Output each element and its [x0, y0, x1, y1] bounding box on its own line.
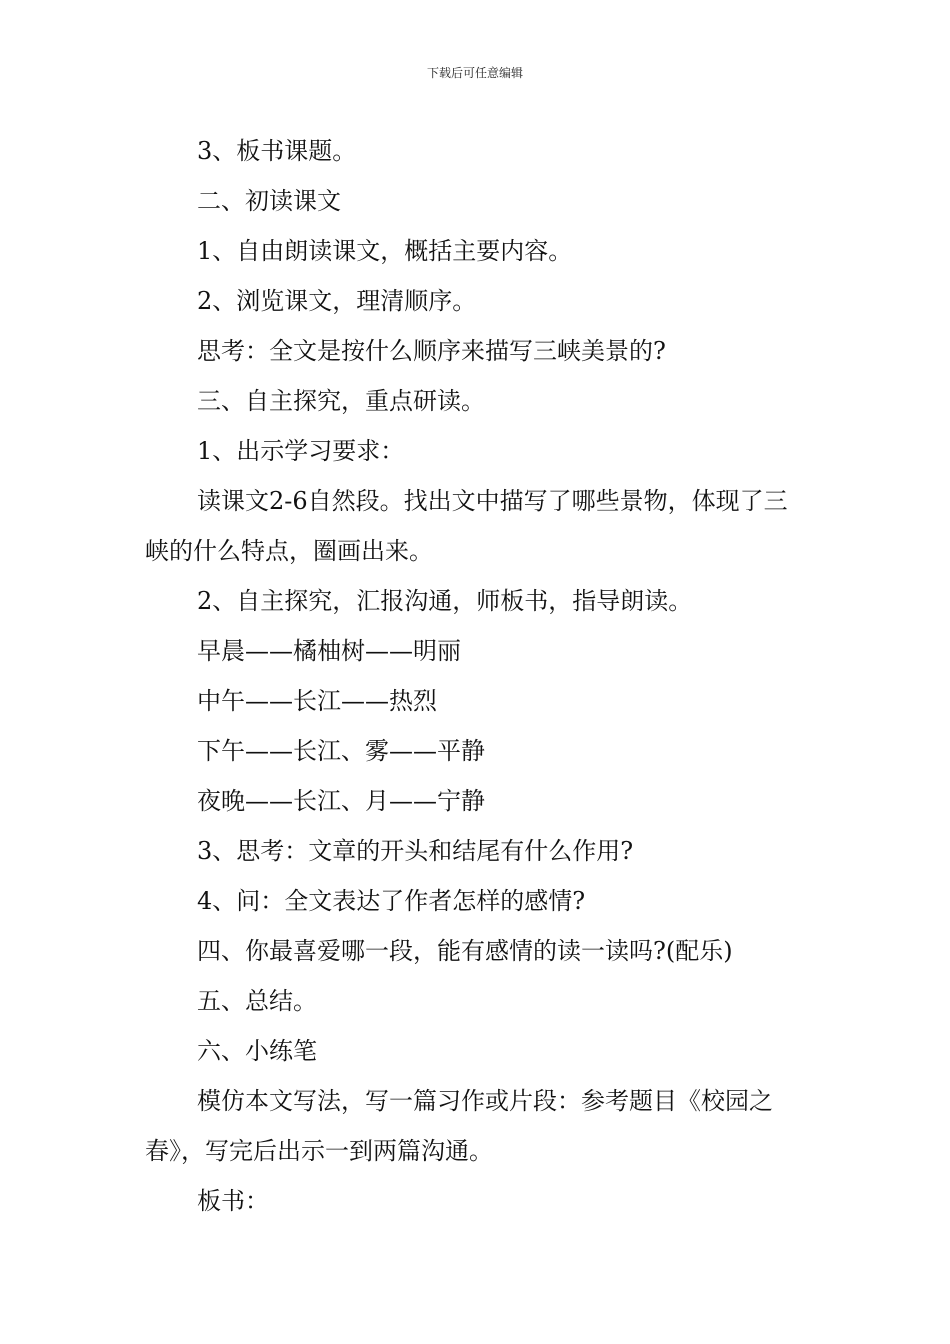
paragraph: 板书： [197, 1187, 269, 1215]
paragraph: 2、浏览课文，理清顺序。 [197, 287, 477, 315]
paragraph: 模仿本文写法，写一篇习作或片段：参考题目《校园之春》，写完后出示一到两篇沟通。 [145, 1087, 773, 1165]
board-line: 早晨——橘柚树——明丽 [197, 637, 461, 665]
section-heading: 四、你最喜爱哪一段，能有感情的读一读吗?(配乐) [197, 937, 733, 965]
paragraph: 1、自由朗读课文，概括主要内容。 [197, 237, 573, 265]
paragraph: 4、问：全文表达了作者怎样的感情? [197, 887, 586, 915]
section-heading: 三、自主探究，重点研读。 [197, 387, 485, 415]
paragraph: 读课文2-6自然段。找出文中描写了哪些景物，体现了三峡的什么特点，圈画出来。 [145, 487, 788, 565]
board-line: 中午——长江——热烈 [197, 687, 437, 715]
section-heading: 六、小练笔 [197, 1037, 317, 1065]
board-line: 夜晚——长江、月——宁静 [197, 787, 485, 815]
paragraph: 2、自主探究，汇报沟通，师板书，指导朗读。 [197, 587, 693, 615]
board-line: 下午——长江、雾——平静 [197, 737, 485, 765]
paragraph: 思考：全文是按什么顺序来描写三峡美景的? [197, 337, 666, 365]
page-header: 下载后可任意编辑 [426, 66, 523, 80]
section-heading: 五、总结。 [197, 987, 317, 1015]
paragraph: 1、出示学习要求： [197, 437, 405, 465]
paragraph: 3、思考：文章的开头和结尾有什么作用? [197, 837, 634, 865]
paragraph: 3、板书课题。 [197, 137, 357, 165]
section-heading: 二、初读课文 [197, 187, 341, 215]
document-body [145, 126, 810, 1226]
